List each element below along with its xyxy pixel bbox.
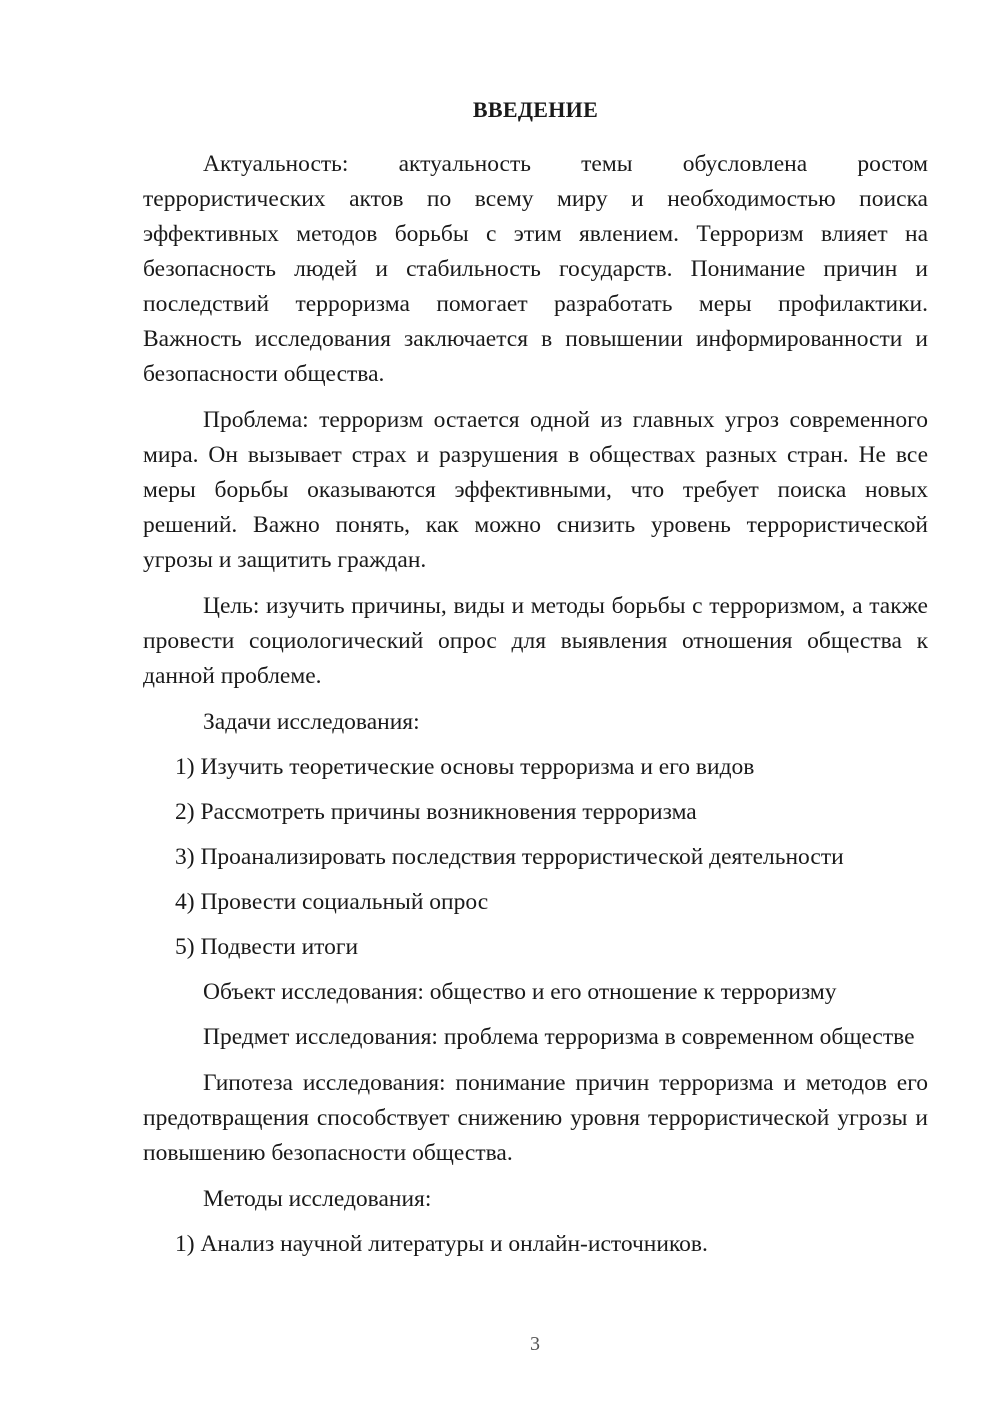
list-item: 1) Анализ научной литературы и онлайн-источников. [175,1231,708,1257]
list-item: 3) Проанализировать последствия террористической деятельности [175,844,844,870]
relevance-paragraph: Актуальность: актуальность темы обусловлена ростом террористических актов по всему миру и необходимостью поиска эффективных методов борьбы с этим явлением. Терроризм влияет на безопасность людей и стабильность государств. Понимание причин и последствий терроризма помогает разработать меры профилактики. Важность исследования заключается в повышении информированности и безопасности общества. [143,151,928,387]
subject-paragraph: Предмет исследования: проблема терроризма в современном обществе [203,1024,915,1050]
list-item: 1) Изучить теоретические основы терроризма и его видов [175,754,755,780]
list-item: 5) Подвести итоги [175,934,359,960]
list-item: 4) Провести социальный опрос [175,889,489,915]
document-page [143,92,928,1272]
page-title: ВВЕДЕНИЕ [472,97,599,122]
tasks-heading: Задачи исследования: [203,709,420,735]
goal-paragraph: Цель: изучить причины, виды и методы борьбы с терроризмом, а также провести социологический опрос для выявления отношения общества к данной проблеме. [143,593,928,689]
problem-paragraph: Проблема: терроризм остается одной из главных угроз современного мира. Он вызывает страх и разрушения в обществах разных стран. Не все меры борьбы оказываются эффективными, что требует поиска новых решений. Важно понять, как можно снизить уровень террористической угрозы и защитить граждан. [143,407,928,573]
methods-list [143,1227,928,1262]
object-paragraph: Объект исследования: общество и его отношение к терроризму [203,979,837,1005]
list-item: 2) Рассмотреть причины возникновения терроризма [175,799,697,825]
methods-heading: Методы исследования: [203,1186,432,1212]
tasks-list [143,750,928,965]
hypothesis-paragraph: Гипотеза исследования: понимание причин терроризма и методов его предотвращения способствует снижению уровня террористической угрозы и повышению безопасности общества. [143,1070,928,1166]
page-number: 3 [530,1333,540,1355]
